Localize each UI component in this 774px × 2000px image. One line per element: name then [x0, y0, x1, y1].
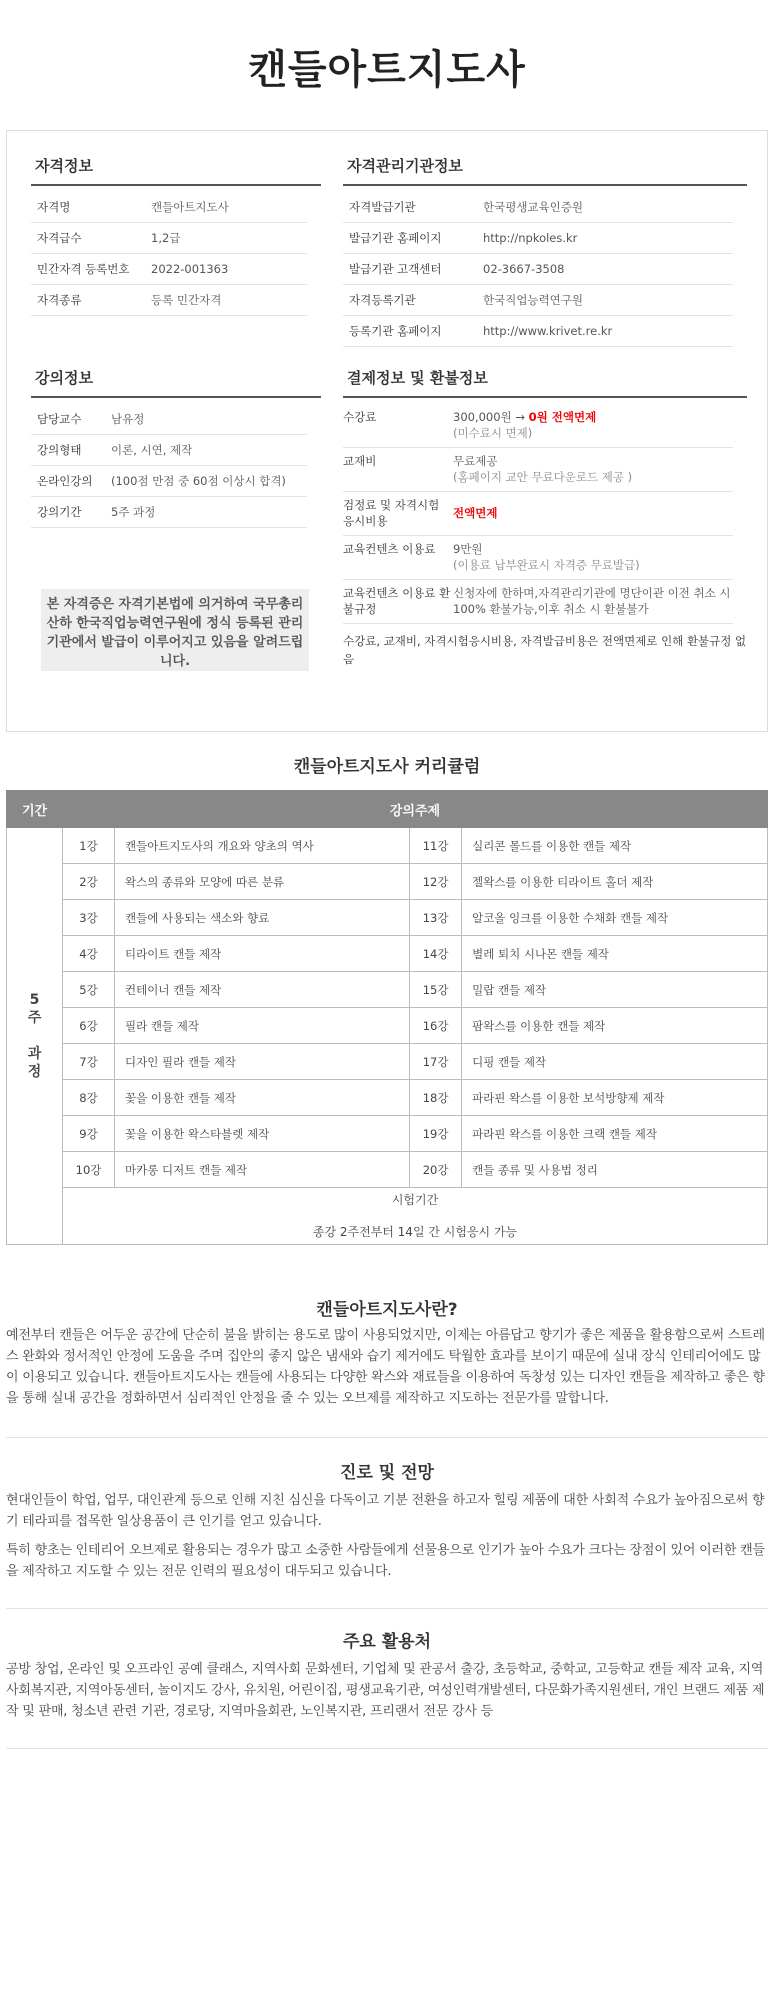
lecture-info-section: [31, 367, 321, 528]
lecture-subject: 밀랍 캔들 제작: [462, 972, 768, 1008]
info-value: 2022-001363: [151, 262, 229, 276]
info-key: 자격등록기관: [349, 293, 416, 307]
license-info-section: [31, 155, 321, 316]
info-row: [31, 223, 307, 254]
info-value: 이론, 시연, 제작: [111, 443, 193, 457]
fee-price: 300,000원 →: [453, 410, 525, 424]
lecture-subject: 별레 퇴치 시나몬 캔들 제작: [462, 936, 768, 972]
info-row: [31, 435, 307, 466]
lecture-number: 12강: [410, 864, 462, 900]
org-info-heading: 자격관리기관정보: [343, 155, 747, 186]
lecture-number: 4강: [63, 936, 115, 972]
material-row: [343, 448, 733, 492]
payment-heading: 결제정보 및 환불정보: [343, 367, 747, 398]
table-row: [7, 972, 768, 1008]
lecture-number: 11강: [410, 828, 462, 864]
material-sub: (홈페이지 교안 무료다운로드 제공 ): [453, 470, 633, 484]
lecture-subject: 알코올 잉크를 이용한 수채화 캔들 제작: [462, 900, 768, 936]
info-row: [31, 192, 307, 223]
table-row: [7, 864, 768, 900]
fee-sub: (미수료시 면제): [453, 426, 533, 440]
info-key: 자격급수: [37, 231, 82, 245]
info-key: 자격발급기관: [349, 200, 416, 214]
subject-header: 강의주제: [63, 791, 768, 828]
curriculum-title: 캔들아트지도사 커리큘럼: [293, 757, 481, 777]
exam-fee-row: [343, 492, 733, 536]
curriculum-table: [6, 790, 768, 1245]
content-fee-value: 9만원: [453, 542, 483, 556]
usage-title: 주요 활용처: [342, 1632, 432, 1652]
lecture-number: 9강: [63, 1116, 115, 1152]
about-text: 예전부터 캔들은 어두운 공간에 단순히 불을 밝히는 용도로 많이 사용되었지만, 이제는 아름답고 향기가 좋은 제품을 활용함으로써 스트레스 완화와 정서적인 안정에 도움을 주며 집안의 좋지 않은 냄새와 습기 제거에도 탁월한 효과를 보이기 때문에 실내 장식 인테리어에도 많이 이용되고 있습니다. 캔들아트지도사는 캔들에 사용되는 다양한 왁스와 재료들을 이용하여 독창성 있는 디자인 캔들을 제작하고 좋은 향을 통해 실내 공간을 정화하면서 심리적인 안정을 줄 수 있는 오브제를 제작하고 지도하는 전문가를 말합니다.: [6, 1328, 765, 1406]
content-fee-label: 교육컨텐츠 이용료: [343, 542, 436, 556]
divider: [6, 1748, 768, 1749]
info-row: [31, 497, 307, 528]
lecture-subject: 꽃을 이용한 캔들 제작: [115, 1080, 410, 1116]
payment-note: 수강료, 교재비, 자격시험응시비용, 자격발급비용은 전액면제로 인해 환불규정 없음: [343, 634, 747, 666]
info-key: 등록기관 홈페이지: [349, 324, 442, 338]
lecture-number: 1강: [63, 828, 115, 864]
lecture-subject: 디핑 캔들 제작: [462, 1044, 768, 1080]
exam-row: [7, 1188, 768, 1245]
usage-text: 공방 창업, 온라인 및 오프라인 공예 클래스, 지역사회 문화센터, 기업체 및 관공서 출강, 초등학교, 중학교, 고등학교 캔들 제작 교육, 지역사회복지관, 지역아동센터, 놀이지도 강사, 유치원, 어린이집, 평생교육기관, 여성인력개발센터, 다문화가족지원센터, 개인 브랜드 제품 제작 및 판매, 청소년 관련 기관, 경로당, 지역마을회관, 노인복지관, 프리랜서 전문 강사 등: [6, 1662, 765, 1719]
info-key: 자격종류: [37, 293, 82, 307]
license-info-heading: 자격정보: [31, 155, 321, 186]
info-box: [6, 130, 768, 732]
lecture-number: 13강: [410, 900, 462, 936]
table-row: [7, 1116, 768, 1152]
lecture-number: 7강: [63, 1044, 115, 1080]
lecture-subject: 실리콘 몰드를 이용한 캔들 제작: [462, 828, 768, 864]
career-title: 진로 및 전망: [340, 1463, 434, 1483]
lecture-subject: 캔들아트지도사의 개요와 양초의 역사: [115, 828, 410, 864]
career-text-1: 현대인들이 학업, 업무, 대인관계 등으로 인해 지친 심신을 다독이고 기분 전환을 하고자 힐링 제품에 대한 사회적 수요가 높아짐으로써 향기 테라피를 접목한 일상용품이 큰 인기를 얻고 있습니다.: [6, 1493, 765, 1529]
info-row: [31, 254, 307, 285]
homepage-link[interactable]: http://npkoles.kr: [483, 231, 578, 245]
content-fee-sub: (이용료 납부완료시 자격증 무료발급): [453, 558, 640, 572]
refund-label: 교육컨텐츠 이용료 환불규정: [343, 586, 451, 616]
lecture-number: 17강: [410, 1044, 462, 1080]
info-row: [31, 466, 307, 497]
lecture-number: 18강: [410, 1080, 462, 1116]
info-value: (100점 만점 중 60점 이상시 합격): [111, 474, 286, 488]
lecture-number: 3강: [63, 900, 115, 936]
notice-box: 본 자격증은 자격기본법에 의거하여 국무총리산하 한국직업능력연구원에 정식 등록된 관리기관에서 발급이 이루어지고 있음을 알려드립니다.: [41, 589, 309, 671]
exam-fee-label: 검정료 및 자격시험 응시비용: [343, 498, 440, 528]
lecture-number: 20강: [410, 1152, 462, 1188]
info-row: [343, 223, 733, 254]
info-row: [31, 404, 307, 435]
page-title: 캔들아트지도사: [248, 47, 526, 93]
table-row: [7, 1080, 768, 1116]
lecture-subject: 티라이트 캔들 제작: [115, 936, 410, 972]
fee-free: 0원 전액면제: [528, 410, 597, 424]
table-row: [7, 1152, 768, 1188]
period-line: 정: [27, 1064, 42, 1080]
org-info-section: [343, 155, 747, 347]
period-header: 기간: [7, 791, 63, 828]
fee-row: [343, 404, 733, 448]
lecture-number: 2강: [63, 864, 115, 900]
lecture-info-heading: 강의정보: [31, 367, 321, 398]
lecture-subject: 디자인 필라 캔들 제작: [115, 1044, 410, 1080]
info-value: 캔들아트지도사: [151, 200, 229, 214]
exam-title: 시험기간: [391, 1193, 439, 1207]
lecture-subject: 마카롱 디저트 캔들 제작: [115, 1152, 410, 1188]
info-key: 담당교수: [37, 412, 82, 426]
lecture-subject: 꽃을 이용한 왁스타블렛 제작: [115, 1116, 410, 1152]
lecture-subject: 필라 캔들 제작: [115, 1008, 410, 1044]
content-fee-row: [343, 536, 733, 580]
info-key: 민간자격 등록번호: [37, 262, 130, 276]
refund-row: [343, 580, 733, 624]
lecture-subject: 왁스의 종류와 모양에 따른 분류: [115, 864, 410, 900]
lecture-number: 16강: [410, 1008, 462, 1044]
lecture-number: 15강: [410, 972, 462, 1008]
lecture-subject: 캔들 종류 및 사용법 정리: [462, 1152, 768, 1188]
lecture-number: 19강: [410, 1116, 462, 1152]
info-row: [343, 254, 733, 285]
career-text-2: 특히 향초는 인테리어 오브제로 활용되는 경우가 많고 소중한 사람들에게 선물용으로 인기가 높아 수요가 크다는 장점이 있어 이러한 캔들을 제작하고 지도할 수 있는 전문 인력의 필요성이 대두되고 있습니다.: [6, 1543, 765, 1579]
fee-label: 수강료: [343, 410, 377, 424]
info-key: 강의형태: [37, 443, 82, 457]
about-title: 캔들아트지도사란?: [316, 1300, 458, 1320]
info-row: [343, 192, 733, 223]
info-row: [31, 285, 307, 316]
info-key: 온라인강의: [37, 474, 93, 488]
info-value: 한국직업능력연구원: [483, 293, 583, 307]
homepage-link[interactable]: http://www.krivet.re.kr: [483, 324, 613, 338]
lecture-subject: 파라핀 왁스를 이용한 보석방향제 제작: [462, 1080, 768, 1116]
info-key: 강의기간: [37, 505, 82, 519]
period-line: [7, 1027, 62, 1045]
lecture-subject: 컨테이너 캔들 제작: [115, 972, 410, 1008]
info-value: 등록 민간자격: [151, 293, 222, 307]
table-row: [7, 1044, 768, 1080]
info-key: 발급기관 고객센터: [349, 262, 442, 276]
exam-period-cell: [63, 1188, 768, 1245]
table-row: [7, 1008, 768, 1044]
table-row: [7, 828, 768, 864]
info-key: 자격명: [37, 200, 71, 214]
lecture-subject: 팜왁스를 이용한 캔들 제작: [462, 1008, 768, 1044]
lecture-number: 8강: [63, 1080, 115, 1116]
table-row: [7, 936, 768, 972]
period-line: 주: [27, 1010, 42, 1026]
period-line: 5: [29, 992, 40, 1008]
payment-section: [343, 367, 747, 668]
info-value: 5주 과정: [111, 505, 156, 519]
lecture-number: 10강: [63, 1152, 115, 1188]
material-label: 교재비: [343, 454, 377, 468]
material-value: 무료제공: [453, 454, 498, 468]
table-row: [7, 900, 768, 936]
info-value: 남유정: [111, 412, 145, 426]
exam-desc: 종강 2주전부터 14일 간 시험응시 가능: [312, 1225, 518, 1239]
info-value: 1,2급: [151, 231, 181, 245]
refund-value: 신청자에 한하며,자격관리기관에 명단이관 이전 취소 시 100% 환불가능,이후 취소 시 환불불가: [453, 586, 731, 616]
info-value: 한국평생교육인증원: [483, 200, 583, 214]
lecture-subject: 파라핀 왁스를 이용한 크랙 캔들 제작: [462, 1116, 768, 1152]
lecture-subject: 젤왁스를 이용한 티라이트 홀더 제작: [462, 864, 768, 900]
info-row: [343, 316, 733, 347]
lecture-number: 6강: [63, 1008, 115, 1044]
table-header-row: [7, 791, 768, 828]
info-row: [343, 285, 733, 316]
period-line: 과: [27, 1046, 42, 1062]
lecture-number: 14강: [410, 936, 462, 972]
lecture-number: 5강: [63, 972, 115, 1008]
period-cell: [7, 828, 63, 1245]
info-key: 발급기관 홈페이지: [349, 231, 442, 245]
info-value: 02-3667-3508: [483, 262, 565, 276]
exam-fee-value: 전액면제: [453, 506, 498, 520]
lecture-subject: 캔들에 사용되는 색소와 향료: [115, 900, 410, 936]
